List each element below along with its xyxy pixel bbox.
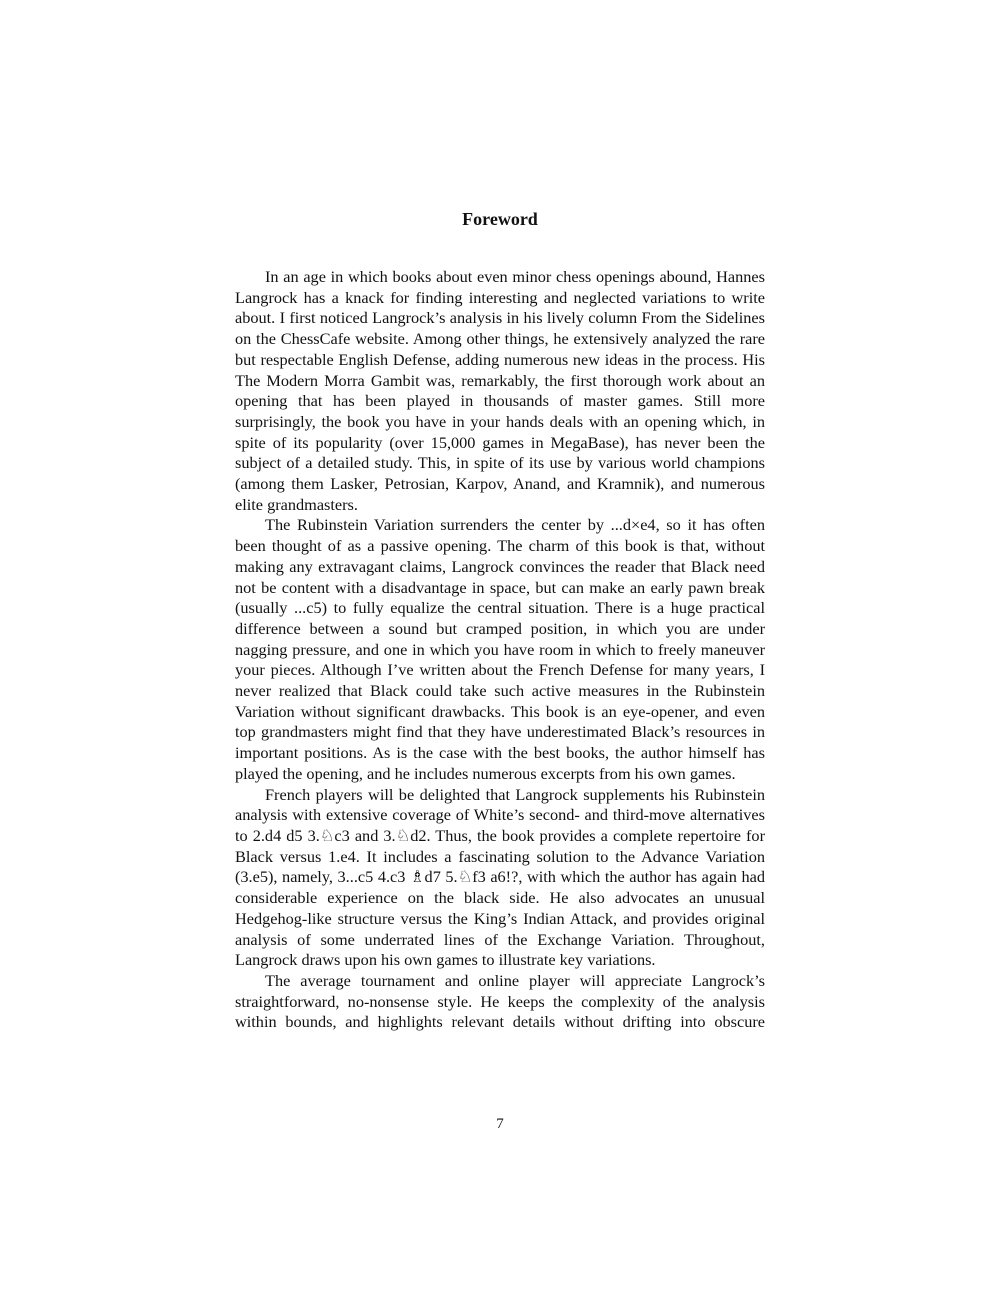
paragraph-3: French players will be delighted that Langrock supplements his Rubinstein analysis with extensive coverage of White’s second- and third-move alternatives to 2.d4 d5 3.♘c3 and 3.♘d2. Thus, the book provides a complete repertoire for Black versus 1.e4. It includes a fascinating solution to the Advance Variation (3.e5), namely, 3...c5 4.c3 ♗d7 5.♘f3 a6!?, with which the author has again had considerable experience on the black side. He also advocates an unusual Hedgehog-like structure versus the King’s Indian Attack, and provides original analysis of some underrated lines of the Exchange Variation. Throughout, Langrock draws upon his own games to illustrate key variations. (235, 784, 765, 970)
paragraph-1: In an age in which books about even minor chess openings abound, Hannes Langrock has a knack for finding interesting and neglected variations to write about. I first noticed Langrock’s analysis in his lively column From the Sidelines on the ChessCafe website. Among other things, he extensively analyzed the rare but respectable English Defense, adding numerous new ideas in the process. His The Modern Morra Gambit was, remarkably, the first thorough work about an opening that has been played in thousands of master games. Still more surprisingly, the book you have in your hands deals with an opening which, in spite of its popularity (over 15,000 games in MegaBase), has never been the subject of a detailed study. This, in spite of its use by various world champions (among them Lasker, Petrosian, Karpov, Anand, and Kramnik), and numerous elite grandmasters. (235, 267, 765, 514)
paragraph-4: The average tournament and online player will appreciate Langrock’s straightforward, no-nonsense style. He keeps the complexity of the analysis within bounds, and highlights relevant details without drifting into obscure (235, 970, 765, 1032)
chapter-title: Foreword (462, 209, 538, 229)
paragraph-2: The Rubinstein Variation surrenders the center by ...d×e4, so it has often been thought of as a passive opening. The charm of this book is that, without making any extravagant claims, Langrock convinces the reader that Black need not be content with a disadvantage in space, but can make an early pawn break (usually ...c5) to fully equalize the central situation. There is a huge practical difference between a sound but cramped position, in which you are under nagging pressure, and one in which you have room in which to freely maneuver your pieces. Although I’ve written about the French Defense for many years, I never realized that Black could take such active measures in the Rubinstein Variation without significant drawbacks. This book is an eye-opener, and even top grandmasters might find that they have underestimated Black’s resources in important positions. As is the case with the best books, the author himself has played the opening, and he includes numerous excerpts from his own games. (235, 515, 765, 783)
page-number: 7 (496, 1116, 504, 1132)
foreword-body (235, 267, 765, 1033)
